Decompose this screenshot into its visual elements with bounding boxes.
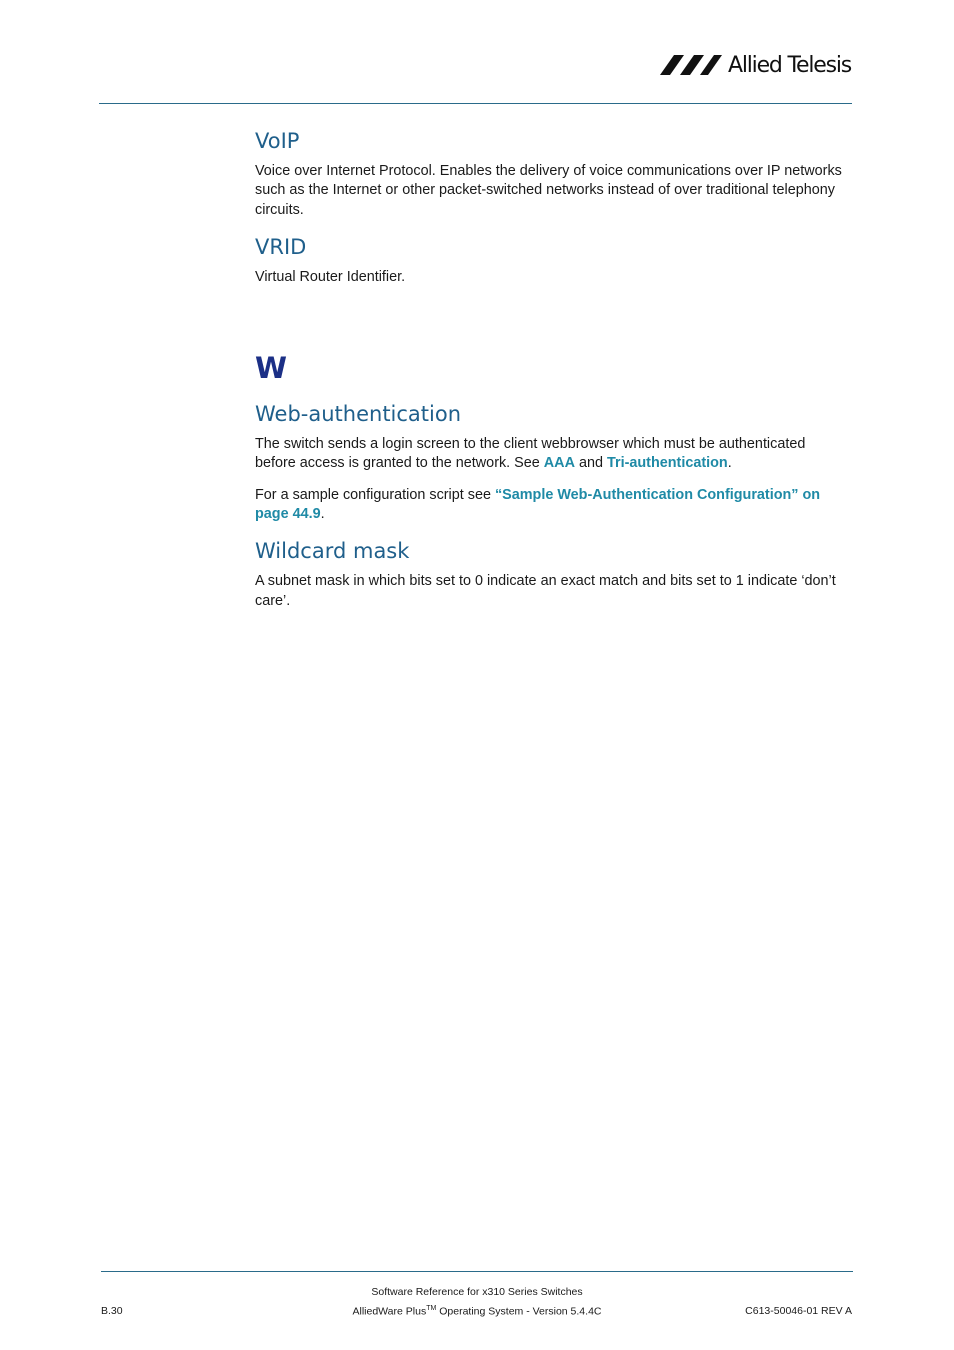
- logo-wordmark: Allied Telesis: [728, 52, 851, 78]
- glossary-content: [255, 126, 847, 623]
- term-voip: VoIP: [255, 129, 300, 153]
- term-wildcard-mask: Wildcard mask: [255, 539, 410, 564]
- trademark-mark: TM: [426, 1305, 437, 1312]
- definition-web-authentication: [255, 435, 847, 474]
- definition-text: The switch sends a login screen to the client webbrowser which must be authenticated before access is granted to the network. See: [255, 436, 806, 472]
- term-vrid: VRID: [255, 234, 307, 259]
- footer-product-name: AlliedWare Plus: [352, 1305, 427, 1318]
- link-aaa[interactable]: AAA: [543, 455, 575, 472]
- header-divider: [99, 103, 852, 104]
- allied-telesis-mark-icon: [660, 54, 724, 76]
- definition-text: .: [320, 506, 325, 523]
- footer-document-title: Software Reference for x310 Series Switches: [371, 1286, 583, 1298]
- definition-voip: Voice over Internet Protocol. Enables the delivery of voice communications over IP networks such as the Internet or other packet-switched networks instead of over traditional telephony circuits.: [255, 163, 842, 218]
- definition-text: .: [727, 455, 732, 472]
- section-letter-w: W: [255, 351, 287, 386]
- link-sample-web-auth-config[interactable]: “Sample Web-Authentication Configuration” on page 44.9: [255, 486, 821, 523]
- footer-document-id: C613-50046-01 REV A: [745, 1305, 852, 1317]
- link-tri-authentication[interactable]: Tri-authentication: [606, 455, 728, 472]
- footer-divider: [101, 1271, 853, 1272]
- definition-wildcard-mask: A subnet mask in which bits set to 0 indicate an exact match and bits set to 1 indicate ‘don’t care’.: [255, 573, 836, 609]
- footer-product-version: Operating System - Version 5.4.4C: [436, 1305, 602, 1318]
- term-web-authentication: Web-authentication: [255, 402, 462, 427]
- footer-page-number: B.30: [101, 1305, 123, 1317]
- sample-config-reference: [255, 486, 847, 525]
- definition-text: For a sample configuration script see: [255, 486, 495, 503]
- definition-vrid: Virtual Router Identifier.: [255, 268, 406, 285]
- allied-telesis-logo: [660, 50, 856, 80]
- definition-text: and: [574, 455, 607, 472]
